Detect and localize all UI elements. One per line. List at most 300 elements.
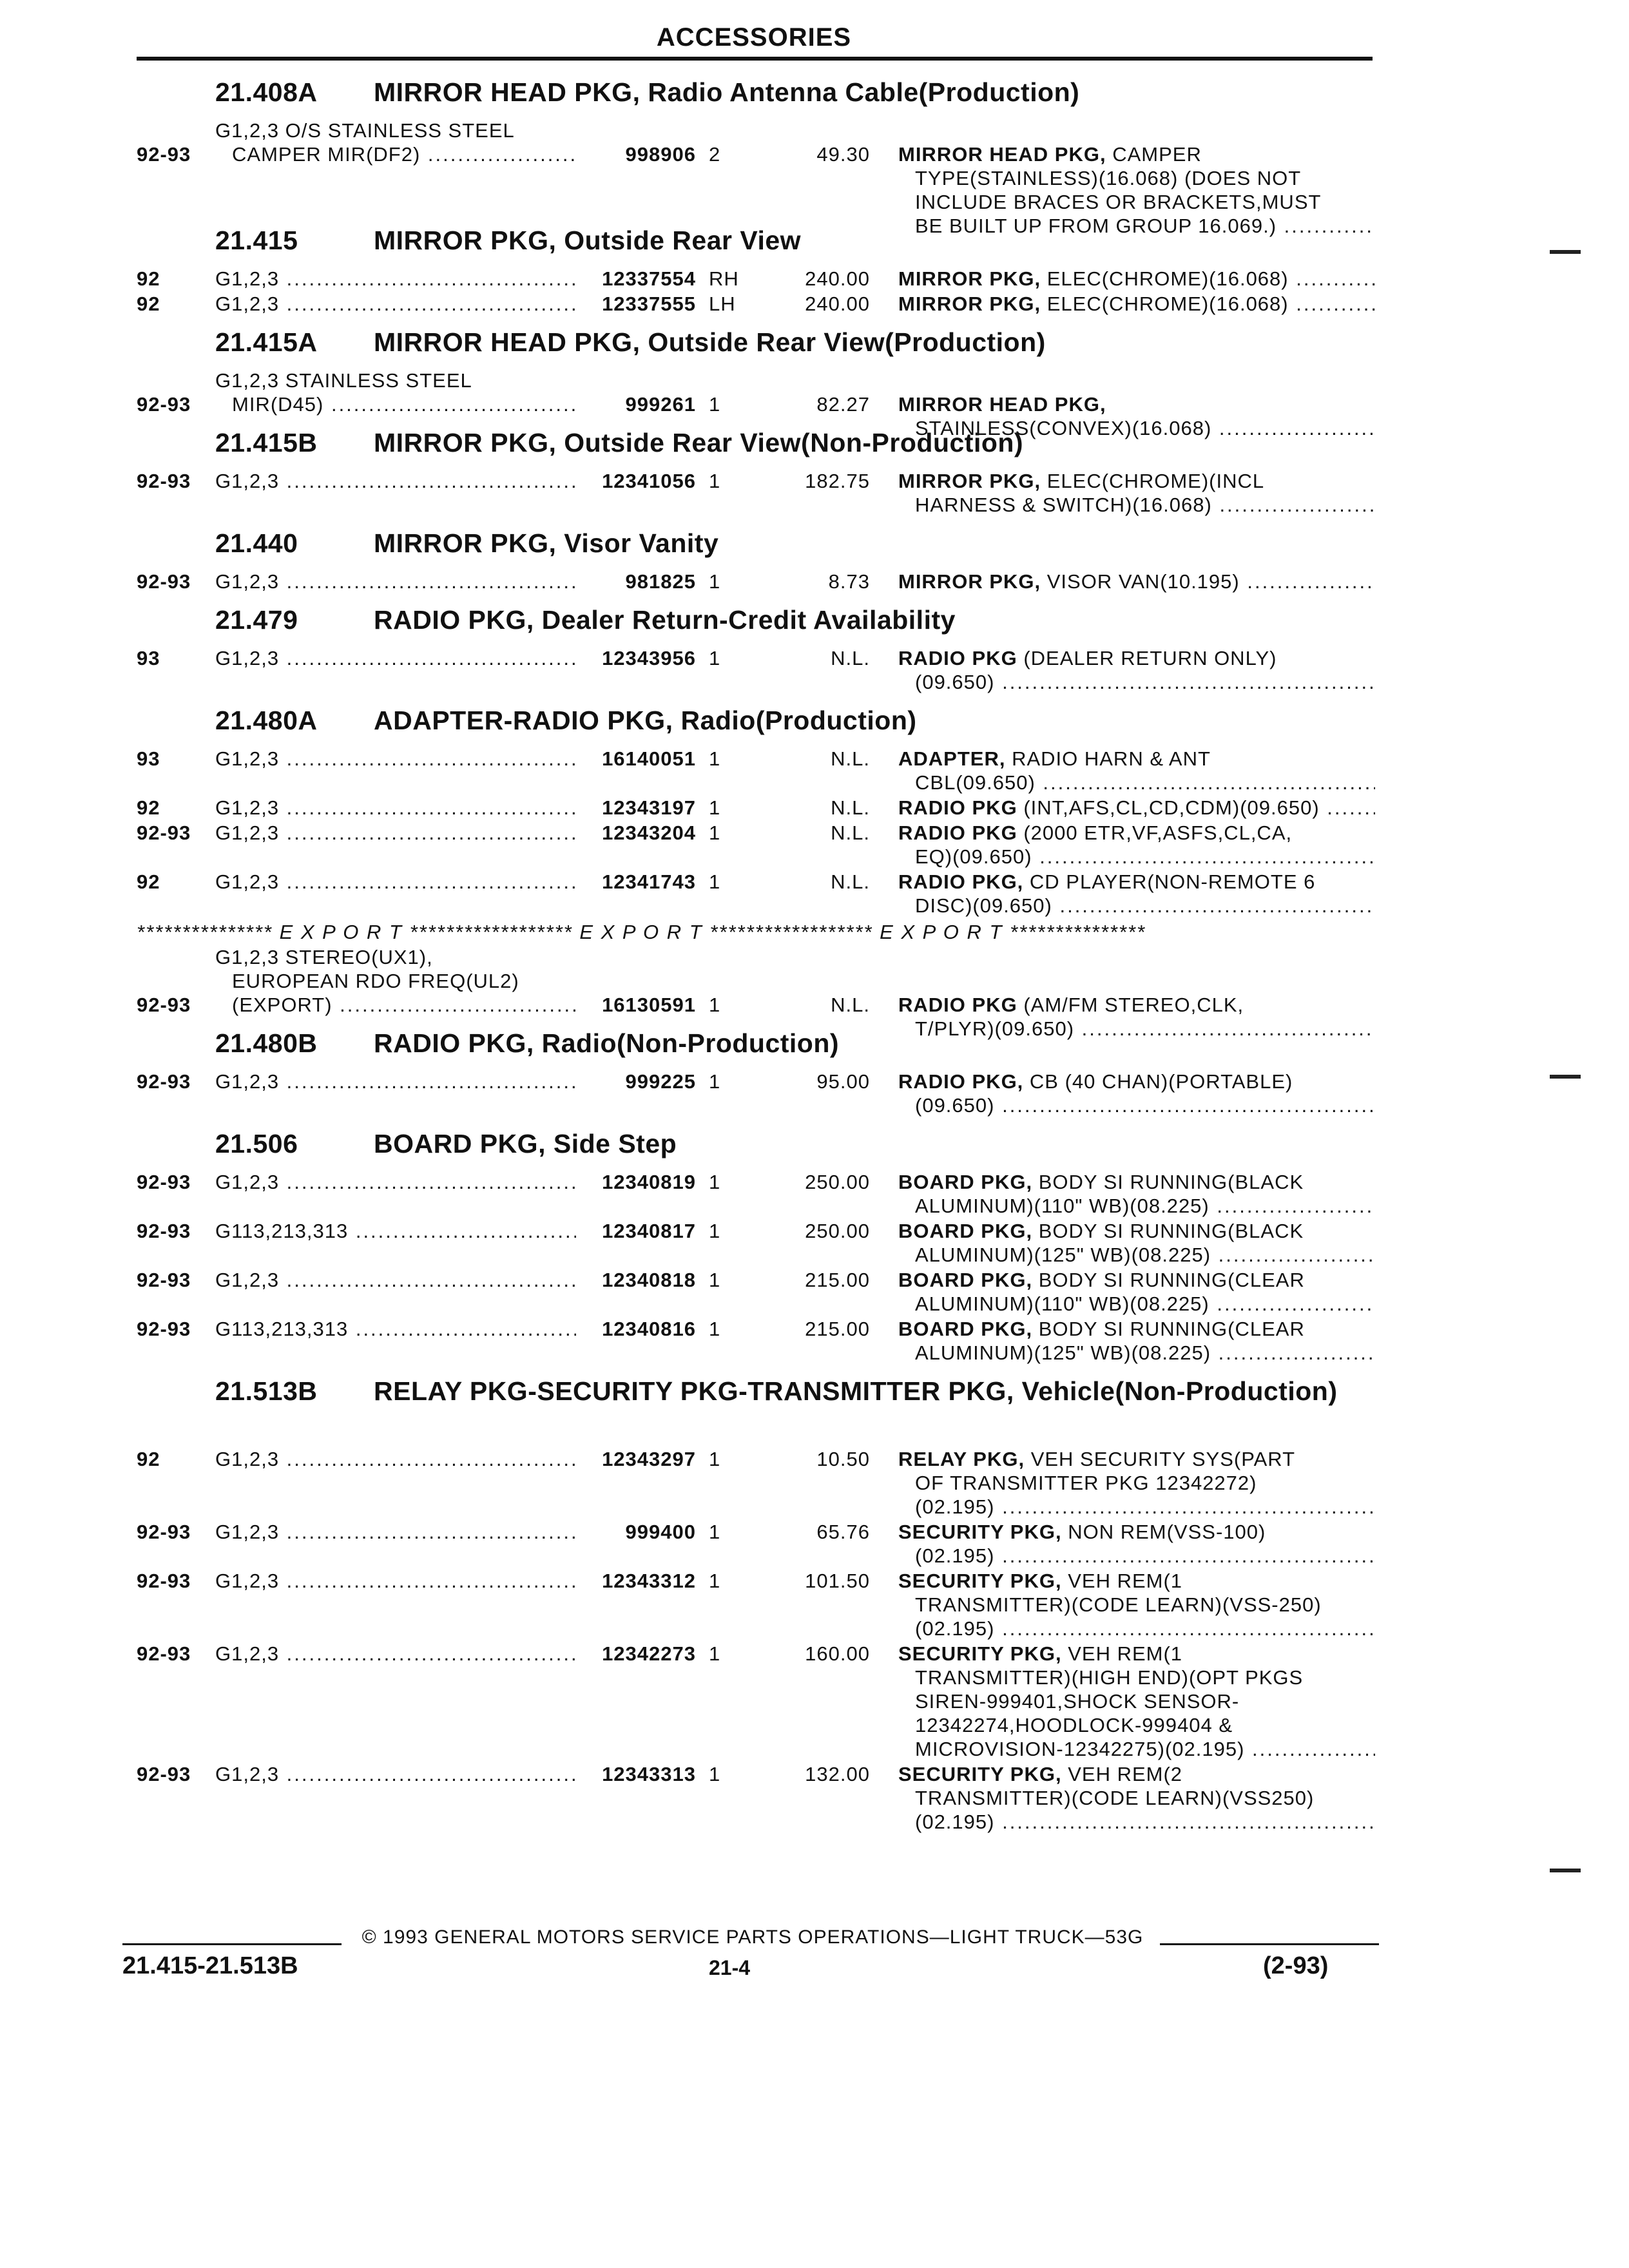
description-text: DISC)(09.650) — [915, 894, 1052, 917]
model-line: (EXPORT) ..... — [215, 993, 576, 1017]
description — [898, 267, 1375, 291]
model-year: 92 — [137, 796, 160, 819]
description-line — [898, 1243, 1375, 1267]
parts-entry — [0, 1447, 1629, 1520]
section-heading — [0, 321, 1629, 369]
parts-entry — [0, 1219, 1629, 1268]
section-heading — [0, 1022, 1629, 1070]
description — [898, 1520, 1375, 1568]
model-application — [215, 292, 576, 316]
quantity: 1 — [709, 570, 721, 593]
model-application — [215, 945, 576, 1017]
description-keyword: BOARD PKG, — [898, 1269, 1033, 1291]
section-heading — [0, 219, 1629, 267]
description-text: ALUMINUM)(110" WB)(08.225) — [915, 1293, 1210, 1315]
part-number: 12343956 — [602, 647, 696, 669]
quantity: 1 — [709, 796, 721, 819]
description — [898, 1219, 1375, 1267]
description-text: (DEALER RETURN ONLY) — [1023, 647, 1277, 669]
description-line — [898, 142, 1375, 166]
model-line: G1,2,3 ..... — [215, 796, 576, 820]
part-number: 12341056 — [602, 470, 696, 492]
description-text: (02.195) — [915, 1617, 995, 1640]
description-line — [898, 1268, 1375, 1292]
description-line — [898, 1689, 1375, 1713]
model-application — [215, 570, 576, 593]
description-line — [898, 796, 1375, 820]
model-line: MIR(D45) ..... — [215, 392, 576, 416]
section-heading — [0, 522, 1629, 570]
description-text: (02.195) — [915, 1811, 995, 1833]
description-text: (AM/FM STEREO,CLK, — [1023, 994, 1244, 1016]
parts-entry — [0, 747, 1629, 796]
model-year: 92-93 — [137, 143, 191, 166]
price: 215.00 — [805, 1269, 870, 1291]
parts-entry — [0, 469, 1629, 518]
quantity: 1 — [709, 393, 721, 416]
model-line: G1,2,3 ..... — [215, 1070, 576, 1093]
description — [898, 1762, 1375, 1834]
price: N.L. — [831, 747, 870, 770]
model-line: G1,2,3 STEREO(UX1), — [215, 946, 433, 968]
part-number: 999225 — [625, 1070, 696, 1093]
description-line — [898, 1569, 1375, 1593]
model-line: G1,2,3 ..... — [215, 1569, 576, 1593]
price: 49.30 — [816, 143, 870, 166]
model-application — [215, 870, 576, 894]
section-number: 21.480B — [215, 1028, 318, 1058]
model-application — [215, 1170, 576, 1194]
description-line — [898, 845, 1375, 869]
description-text: (02.195) — [915, 1495, 995, 1518]
model-year: 92-93 — [137, 1642, 191, 1665]
description-line — [898, 670, 1375, 694]
parts-entry — [0, 945, 1629, 1040]
section-title: BOARD PKG, Side Step — [374, 1129, 677, 1158]
description-line — [898, 771, 1375, 794]
part-number: 12343204 — [602, 822, 696, 844]
quantity: 1 — [709, 470, 721, 492]
section-number: 21.415A — [215, 327, 318, 357]
description-keyword: BOARD PKG, — [898, 1171, 1033, 1193]
parts-entry — [0, 1762, 1629, 1835]
quantity: 1 — [709, 870, 721, 893]
model-year: 92-93 — [137, 822, 191, 844]
parts-entry — [0, 369, 1629, 439]
description — [898, 1642, 1375, 1761]
section-heading — [0, 1122, 1629, 1170]
description-text: T/PLYR)(09.650) — [915, 1017, 1075, 1040]
description-line — [898, 1544, 1375, 1568]
description-text: HARNESS & SWITCH)(16.068) — [915, 494, 1212, 516]
parts-entry — [0, 1569, 1629, 1642]
part-number: 12341743 — [602, 870, 696, 893]
section-title: MIRROR HEAD PKG, Radio Antenna Cable(Production) — [374, 77, 1080, 107]
quantity: 1 — [709, 1318, 721, 1340]
description-line — [898, 570, 1375, 593]
model-line: G1,2,3 ..... — [215, 292, 576, 316]
description-line — [898, 1713, 1375, 1737]
part-number: 12343197 — [602, 796, 696, 819]
section-number: 21.513B — [215, 1376, 318, 1406]
model-year: 92-93 — [137, 1521, 191, 1543]
model-line: G1,2,3 ..... — [215, 821, 576, 845]
price: N.L. — [831, 796, 870, 819]
model-line: G1,2,3 ..... — [215, 870, 576, 894]
section-number: 21.415 — [215, 226, 298, 255]
model-application — [215, 1268, 576, 1292]
description-text: RADIO HARN & ANT — [1012, 747, 1211, 770]
parts-entry — [0, 267, 1629, 292]
price: 250.00 — [805, 1220, 870, 1242]
model-application — [215, 1447, 576, 1471]
model-application — [215, 821, 576, 845]
description-keyword: RADIO PKG — [898, 994, 1017, 1016]
description-text: BODY SI RUNNING(CLEAR — [1038, 1318, 1305, 1340]
footer-range: 21.415-21.513B — [122, 1952, 298, 1979]
description-text: SIREN-999401,SHOCK SENSOR- — [915, 1690, 1240, 1713]
part-number: 999400 — [625, 1521, 696, 1543]
description-text: VEH SECURITY SYS(PART — [1030, 1448, 1296, 1470]
description-text: VEH REM(1 — [1068, 1642, 1183, 1665]
description-line — [898, 870, 1375, 894]
description-text: VEH REM(1 — [1068, 1570, 1183, 1592]
footer-rule-left — [122, 1943, 342, 1945]
description-line — [898, 993, 1375, 1017]
section-title: RADIO PKG, Dealer Return-Credit Availability — [374, 605, 956, 635]
description-text: TRANSMITTER)(HIGH END)(OPT PKGS — [915, 1666, 1304, 1689]
section-title: ADAPTER-RADIO PKG, Radio(Production) — [374, 706, 917, 735]
description — [898, 292, 1375, 316]
model-line: G1,2,3 O/S STAINLESS STEEL — [215, 119, 515, 142]
description-text: TYPE(STAINLESS)(16.068) (DOES NOT — [915, 167, 1302, 189]
description-keyword: SECURITY PKG, — [898, 1570, 1062, 1592]
price: 82.27 — [816, 393, 870, 416]
model-line: G1,2,3 ..... — [215, 1170, 576, 1194]
model-application — [215, 646, 576, 670]
parts-entry — [0, 570, 1629, 595]
description-line — [898, 267, 1375, 291]
description-line — [898, 1194, 1375, 1218]
description-text: ALUMINUM)(110" WB)(08.225) — [915, 1195, 1210, 1217]
description-line — [898, 1471, 1375, 1495]
description — [898, 1268, 1375, 1316]
model-line: G113,213,313 ..... — [215, 1219, 576, 1243]
description-line — [898, 821, 1375, 845]
description-line — [898, 1170, 1375, 1194]
model-year: 93 — [137, 647, 160, 669]
quantity: 1 — [709, 1448, 721, 1470]
description-line — [898, 894, 1375, 918]
part-number: 12337555 — [602, 293, 696, 315]
model-line: G113,213,313 ..... — [215, 1317, 576, 1341]
quantity: LH — [709, 293, 736, 315]
model-year: 92-93 — [137, 393, 191, 416]
page-title: ACCESSORIES — [656, 23, 852, 52]
quantity: 1 — [709, 1070, 721, 1093]
description-line — [898, 1292, 1375, 1316]
parts-entry — [0, 821, 1629, 870]
description-keyword: RADIO PKG, — [898, 1070, 1024, 1093]
price: 8.73 — [828, 570, 870, 593]
price: 250.00 — [805, 1171, 870, 1193]
model-application — [215, 1762, 576, 1786]
section-number: 21.506 — [215, 1129, 298, 1158]
description-line — [898, 392, 1375, 416]
price: 215.00 — [805, 1318, 870, 1340]
model-application — [215, 469, 576, 493]
parts-entry — [0, 796, 1629, 821]
description-text: TRANSMITTER)(CODE LEARN)(VSS-250) — [915, 1593, 1322, 1616]
quantity: 1 — [709, 1642, 721, 1665]
section-number: 21.480A — [215, 706, 318, 735]
description-keyword: RELAY PKG, — [898, 1448, 1025, 1470]
description-keyword: RADIO PKG — [898, 647, 1017, 669]
model-application — [215, 1070, 576, 1093]
description-text: ELEC(CHROME)(16.068) — [1046, 293, 1289, 315]
description-text: (02.195) — [915, 1544, 995, 1567]
description-text: (2000 ETR,VF,ASFS,CL,CA, — [1023, 822, 1293, 844]
description-keyword: MIRROR HEAD PKG, — [898, 143, 1106, 166]
footer-rule-right — [1160, 1943, 1379, 1945]
model-line: G1,2,3 ..... — [215, 1520, 576, 1544]
description-keyword: MIRROR PKG, — [898, 267, 1041, 290]
description-text: OF TRANSMITTER PKG 12342272) — [915, 1472, 1257, 1494]
description-text: INCLUDE BRACES OR BRACKETS,MUST — [915, 191, 1322, 213]
description — [898, 1170, 1375, 1218]
quantity: 1 — [709, 1269, 721, 1291]
model-application — [215, 1569, 576, 1593]
description-line — [898, 1786, 1375, 1810]
model-year: 92-93 — [137, 570, 191, 593]
model-year: 92-93 — [137, 1070, 191, 1093]
part-number: 12343313 — [602, 1763, 696, 1785]
section-heading — [0, 699, 1629, 747]
description-line — [898, 646, 1375, 670]
description-text: (09.650) — [915, 671, 995, 693]
description-text: TRANSMITTER)(CODE LEARN)(VSS250) — [915, 1787, 1315, 1809]
description — [898, 747, 1375, 794]
quantity: 2 — [709, 143, 721, 166]
description-keyword: ADAPTER, — [898, 747, 1006, 770]
description-line — [898, 1341, 1375, 1365]
parts-entry — [0, 870, 1629, 919]
description-text: VEH REM(2 — [1068, 1763, 1183, 1785]
margin-mark — [1550, 250, 1581, 254]
model-year: 92-93 — [137, 1570, 191, 1592]
model-application — [215, 796, 576, 820]
model-application — [215, 369, 576, 416]
section-number: 21.415B — [215, 428, 318, 457]
description-line — [898, 1219, 1375, 1243]
description-text: ALUMINUM)(125" WB)(08.225) — [915, 1341, 1211, 1364]
part-number: 999261 — [625, 393, 696, 416]
model-line: EUROPEAN RDO FREQ(UL2) — [232, 970, 519, 992]
part-number: 12340817 — [602, 1220, 696, 1242]
part-number: 981825 — [625, 570, 696, 593]
model-line: G1,2,3 ..... — [215, 570, 576, 593]
description — [898, 1447, 1375, 1519]
model-line: CAMPER MIR(DF2) ..... — [215, 142, 576, 166]
model-line: G1,2,3 ..... — [215, 1642, 576, 1666]
quantity: 1 — [709, 647, 721, 669]
price: 95.00 — [816, 1070, 870, 1093]
part-number: 998906 — [625, 143, 696, 166]
description-line — [898, 190, 1375, 214]
footer-copyright: © 1993 GENERAL MOTORS SERVICE PARTS OPERATIONS—LIGHT TRUCK—53G — [361, 1927, 1144, 1948]
description-keyword: MIRROR PKG, — [898, 570, 1041, 593]
description-text: ALUMINUM)(125" WB)(08.225) — [915, 1244, 1211, 1266]
model-year: 92-93 — [137, 1318, 191, 1340]
parts-entry — [0, 1520, 1629, 1569]
model-line: G1,2,3 ..... — [215, 747, 576, 771]
description-line — [898, 1617, 1375, 1640]
description-line — [898, 1810, 1375, 1834]
description-line — [898, 1070, 1375, 1093]
description-text: MICROVISION-12342275)(02.195) — [915, 1738, 1245, 1760]
description-keyword: BOARD PKG, — [898, 1318, 1033, 1340]
model-year: 92 — [137, 293, 160, 315]
model-year: 92-93 — [137, 1171, 191, 1193]
model-year: 92-93 — [137, 1763, 191, 1785]
price: 160.00 — [805, 1642, 870, 1665]
margin-mark — [1550, 1869, 1581, 1872]
description — [898, 870, 1375, 918]
description-keyword: SECURITY PKG, — [898, 1521, 1062, 1543]
parts-entry — [0, 119, 1629, 237]
section-title: MIRROR PKG, Visor Vanity — [374, 528, 719, 558]
description-text: EQ)(09.650) — [915, 845, 1032, 868]
price: N.L. — [831, 647, 870, 669]
section-heading — [0, 71, 1629, 119]
price: N.L. — [831, 870, 870, 893]
part-number: 12343312 — [602, 1570, 696, 1592]
footer-page-number: 21-4 — [709, 1956, 751, 1979]
model-application — [215, 1520, 576, 1544]
description-keyword: SECURITY PKG, — [898, 1763, 1062, 1785]
description-text: CB (40 CHAN)(PORTABLE) — [1029, 1070, 1293, 1093]
description — [898, 469, 1375, 517]
description-line — [898, 1520, 1375, 1544]
model-line: G1,2,3 STAINLESS STEEL — [215, 369, 472, 392]
description-keyword: RADIO PKG — [898, 796, 1017, 819]
quantity: 1 — [709, 1521, 721, 1543]
description-text: 12342274,HOODLOCK-999404 & — [915, 1714, 1233, 1736]
model-line: G1,2,3 ..... — [215, 1268, 576, 1292]
margin-mark — [1550, 1075, 1581, 1079]
description-text: CBL(09.650) — [915, 771, 1036, 794]
description-line — [898, 1762, 1375, 1786]
part-number: 16140051 — [602, 747, 696, 770]
part-number: 12340816 — [602, 1318, 696, 1340]
price: 240.00 — [805, 267, 870, 290]
description-line — [898, 1495, 1375, 1519]
description-line — [898, 747, 1375, 771]
section-number: 21.408A — [215, 77, 318, 107]
description — [898, 1569, 1375, 1640]
model-year: 92-93 — [137, 470, 191, 492]
section-title: RELAY PKG-SECURITY PKG-TRANSMITTER PKG, Vehicle(Non-Production) — [374, 1376, 1338, 1406]
section-number: 21.479 — [215, 605, 298, 635]
model-year: 92-93 — [137, 1220, 191, 1242]
description-line — [898, 493, 1375, 517]
description-line — [898, 1737, 1375, 1761]
price: 65.76 — [816, 1521, 870, 1543]
description-keyword: MIRROR PKG, — [898, 470, 1041, 492]
quantity: 1 — [709, 822, 721, 844]
description-text: BODY SI RUNNING(BLACK — [1038, 1171, 1304, 1193]
quantity: 1 — [709, 1220, 721, 1242]
description-keyword: SECURITY PKG, — [898, 1642, 1062, 1665]
description-keyword: RADIO PKG, — [898, 870, 1024, 893]
description-keyword: MIRROR PKG, — [898, 293, 1041, 315]
model-application — [215, 1219, 576, 1243]
model-line: G1,2,3 ..... — [215, 646, 576, 670]
model-application — [215, 1642, 576, 1666]
description-line — [898, 1317, 1375, 1341]
description-line — [898, 1642, 1375, 1666]
model-year: 92 — [137, 1448, 160, 1470]
parts-entry — [0, 292, 1629, 317]
model-year: 92 — [137, 870, 160, 893]
model-year: 92-93 — [137, 994, 191, 1016]
description-text: NON REM(VSS-100) — [1068, 1521, 1266, 1543]
price: 132.00 — [805, 1763, 870, 1785]
part-number: 12337554 — [602, 267, 696, 290]
description-line — [898, 292, 1375, 316]
parts-entry — [0, 1642, 1629, 1762]
parts-entry — [0, 1317, 1629, 1366]
section-title: RADIO PKG, Radio(Non-Production) — [374, 1028, 840, 1058]
description-text: (09.650) — [915, 1094, 995, 1117]
price: 101.50 — [805, 1570, 870, 1592]
description-line — [898, 469, 1375, 493]
model-line: G1,2,3 ..... — [215, 267, 576, 291]
quantity: 1 — [709, 1763, 721, 1785]
description-line — [898, 166, 1375, 190]
model-application — [215, 1317, 576, 1341]
parts-entry — [0, 1170, 1629, 1219]
quantity: 1 — [709, 747, 721, 770]
section-title: MIRROR PKG, Outside Rear View — [374, 226, 802, 255]
model-line: G1,2,3 ..... — [215, 469, 576, 493]
section-title: MIRROR PKG, Outside Rear View(Non-Production) — [374, 428, 1024, 457]
part-number: 12340818 — [602, 1269, 696, 1291]
price: N.L. — [831, 994, 870, 1016]
description-text: BE BUILT UP FROM GROUP 16.069.) — [915, 215, 1277, 237]
section-heading — [0, 599, 1629, 646]
description-text: (INT,AFS,CL,CD,CDM)(09.650) — [1023, 796, 1320, 819]
description-keyword: RADIO PKG — [898, 822, 1017, 844]
part-number: 12340819 — [602, 1171, 696, 1193]
model-application — [215, 267, 576, 291]
model-application — [215, 119, 576, 166]
description-text: STAINLESS(CONVEX)(16.068) — [915, 417, 1212, 439]
description-text: ELEC(CHROME)(16.068) — [1046, 267, 1289, 290]
model-year: 92-93 — [137, 1269, 191, 1291]
description — [898, 821, 1375, 869]
quantity: 1 — [709, 1171, 721, 1193]
part-number: 12342273 — [602, 1642, 696, 1665]
description-line — [898, 1447, 1375, 1471]
footer-date: (2-93) — [1263, 1952, 1329, 1979]
model-year: 93 — [137, 747, 160, 770]
price: N.L. — [831, 822, 870, 844]
quantity: 1 — [709, 994, 721, 1016]
parts-entry — [0, 646, 1629, 695]
description-keyword: MIRROR HEAD PKG, — [898, 393, 1106, 416]
header-rule — [137, 57, 1373, 61]
